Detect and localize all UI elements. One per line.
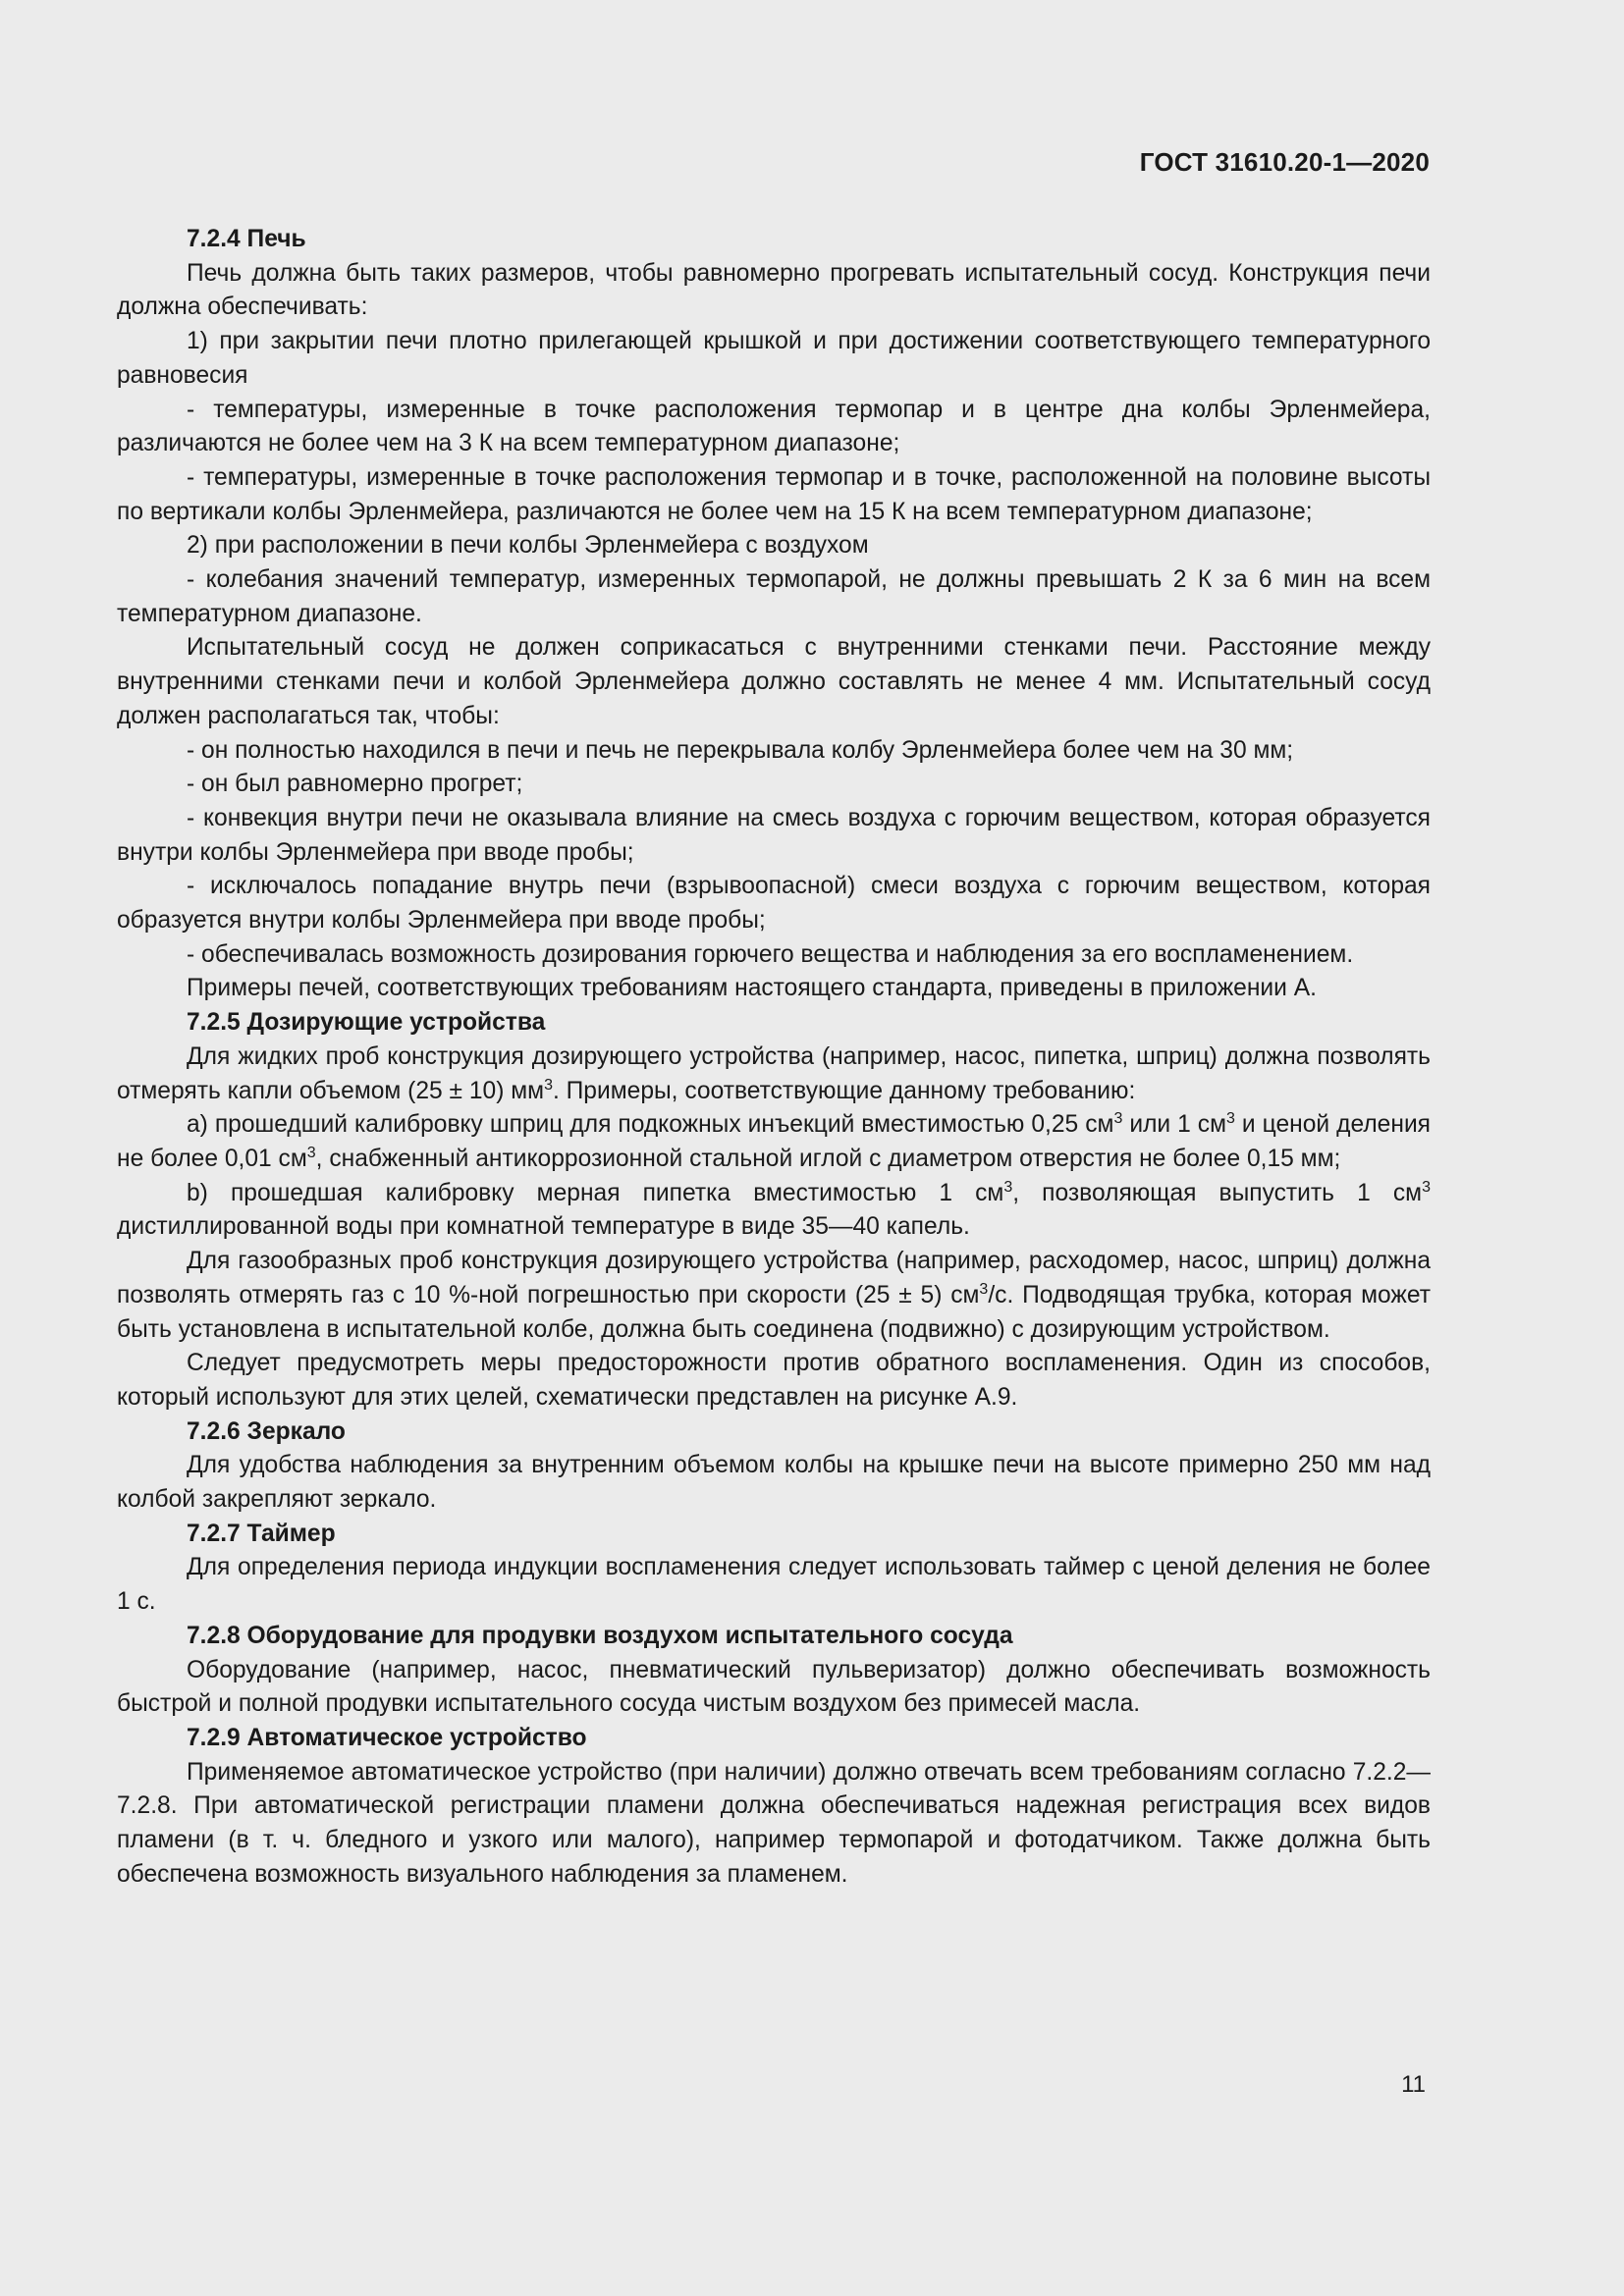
- document-code-header: ГОСТ 31610.20-1—2020: [1139, 147, 1430, 177]
- section-heading-7-2-5: 7.2.5 Дозирующие устройства: [187, 1009, 546, 1037]
- paragraph: [117, 1245, 1431, 1347]
- text-run: а) прошедший калибровку шприц для подкожных инъекций вместимостью 0,25 см: [187, 1111, 1114, 1139]
- paragraph: Следует предусмотреть меры предосторожности против обратного воспламенения. Один из способов, который используют для этих целей, схематически представлен на рисунке А.9.: [117, 1350, 1431, 1411]
- text-run: b) прошедшая калибровку мерная пипетка вместимостью 1 см: [187, 1179, 1004, 1206]
- list-item: [117, 1108, 1431, 1176]
- list-item: [117, 1177, 1431, 1245]
- text-run: , снабженный антикоррозионной стальной иглой с диаметром отверстия не более 0,15 мм;: [315, 1145, 1341, 1172]
- paragraph: Применяемое автоматическое устройство (при наличии) должно отвечать всем требованиям согласно 7.2.2—7.2.8. При автоматической регистрации пламени должна обеспечиваться надежная регистрация всех видов пламени (в т. ч. бледного и узкого или малого), например термопарой и фотодатчиком. Также должна быть обеспечена возможность визуального наблюдения за пламенем.: [117, 1758, 1431, 1888]
- list-item: - обеспечивалась возможность дозирования горючего вещества и наблюдения за его воспламенением.: [187, 940, 1354, 968]
- text-run: Для газообразных проб конструкция дозирующего устройства (например, расходомер, насос, шприц) должна позволять отмерять газ с 10 %-ной погрешностью при скорости (25 ± 5) см: [117, 1248, 1431, 1308]
- section-heading-7-2-4: 7.2.4 Печь: [187, 226, 306, 252]
- list-item: - температуры, измеренные в точке расположения термопар и в точке, расположенной на половине высоты по вертикали колбы Эрленмейера, различаются не более чем на 15 К на всем температурном диапазоне;: [117, 463, 1431, 525]
- document-body: [117, 223, 1431, 1892]
- section-heading-7-2-9: 7.2.9 Автоматическое устройство: [187, 1724, 587, 1751]
- superscript: 3: [544, 1076, 553, 1094]
- superscript: 3: [979, 1280, 989, 1298]
- page-number: 11: [1401, 2071, 1426, 2098]
- superscript: 3: [306, 1144, 316, 1161]
- list-item: 1) при закрытии печи плотно прилегающей крышкой и при достижении соответствующего температурного равновесия: [117, 328, 1431, 389]
- paragraph: Примеры печей, соответствующих требованиям настоящего стандарта, приведены в приложении А.: [187, 975, 1317, 1002]
- section-heading-7-2-6: 7.2.6 Зеркало: [187, 1417, 346, 1445]
- paragraph: [117, 1041, 1431, 1108]
- section-heading-7-2-7: 7.2.7 Таймер: [187, 1520, 336, 1547]
- section-heading-7-2-8: 7.2.8 Оборудование для продувки воздухом испытательного сосуда: [187, 1622, 1013, 1649]
- paragraph: Испытательный сосуд не должен соприкасаться с внутренними стенками печи. Расстояние между внутренними стенками печи и колбой Эрленмейера должно составлять не менее 4 мм. Испытательный сосуд должен располагаться так, чтобы:: [117, 634, 1431, 729]
- list-item: - он полностью находился в печи и печь не перекрывала колбу Эрленмейера более чем на 30 мм;: [187, 736, 1294, 764]
- list-item: - исключалось попадание внутрь печи (взрывоопасной) смеси воздуха с горючим веществом, которая образуется внутри колбы Эрленмейера при вводе пробы;: [117, 873, 1431, 934]
- superscript: 3: [1422, 1178, 1431, 1196]
- text-run: или 1 см: [1122, 1111, 1227, 1139]
- superscript: 3: [1003, 1178, 1013, 1196]
- list-item: - конвекция внутри печи не оказывала влияние на смесь воздуха с горючим веществом, которая образуется внутри колбы Эрленмейера при вводе пробы;: [117, 804, 1431, 866]
- list-item: - он был равномерно прогрет;: [187, 771, 523, 798]
- superscript: 3: [1226, 1110, 1235, 1128]
- text-run: и ценой деления не более 0,01 см: [117, 1111, 1432, 1172]
- text-run: , позволяющая выпустить 1 см: [1012, 1179, 1423, 1206]
- superscript: 3: [1113, 1110, 1123, 1128]
- list-item: 2) при расположении в печи колбы Эрленмейера с воздухом: [187, 532, 869, 560]
- paragraph: Печь должна быть таких размеров, чтобы равномерно прогревать испытательный сосуд. Конструкция печи должна обеспечивать:: [117, 259, 1431, 321]
- paragraph: Оборудование (например, насос, пневматический пульверизатор) должно обеспечивать возможность быстрой и полной продувки испытательного сосуда чистым воздухом без примесей масла.: [117, 1656, 1431, 1718]
- paragraph: Для определения периода индукции воспламенения следует использовать таймер с ценой деления не более 1 с.: [117, 1554, 1431, 1616]
- text-run: /с. Подводящая трубка, которая может быть установлена в испытательной колбе, должна быть соединена (подвижно) с дозирующим устройством.: [117, 1281, 1431, 1343]
- paragraph: Для удобства наблюдения за внутренним объемом колбы на крышке печи на высоте примерно 250 мм над колбой закрепляют зеркало.: [117, 1452, 1431, 1514]
- list-item: - температуры, измеренные в точке расположения термопар и в центре дна колбы Эрленмейера, различаются не более чем на 3 К на всем температурном диапазоне;: [117, 396, 1431, 457]
- text-run: . Примеры, соответствующие данному требованию:: [552, 1077, 1136, 1104]
- text-run: Для жидких проб конструкция дозирующего устройства (например, насос, пипетка, шприц) должна позволять отмерять капли объемом (25 ± 10) мм: [117, 1042, 1431, 1104]
- list-item: - колебания значений температур, измеренных термопарой, не должны превышать 2 К за 6 мин на всем температурном диапазоне.: [117, 566, 1431, 627]
- text-run: дистиллированной воды при комнатной температуре в виде 35—40 капель.: [117, 1213, 970, 1241]
